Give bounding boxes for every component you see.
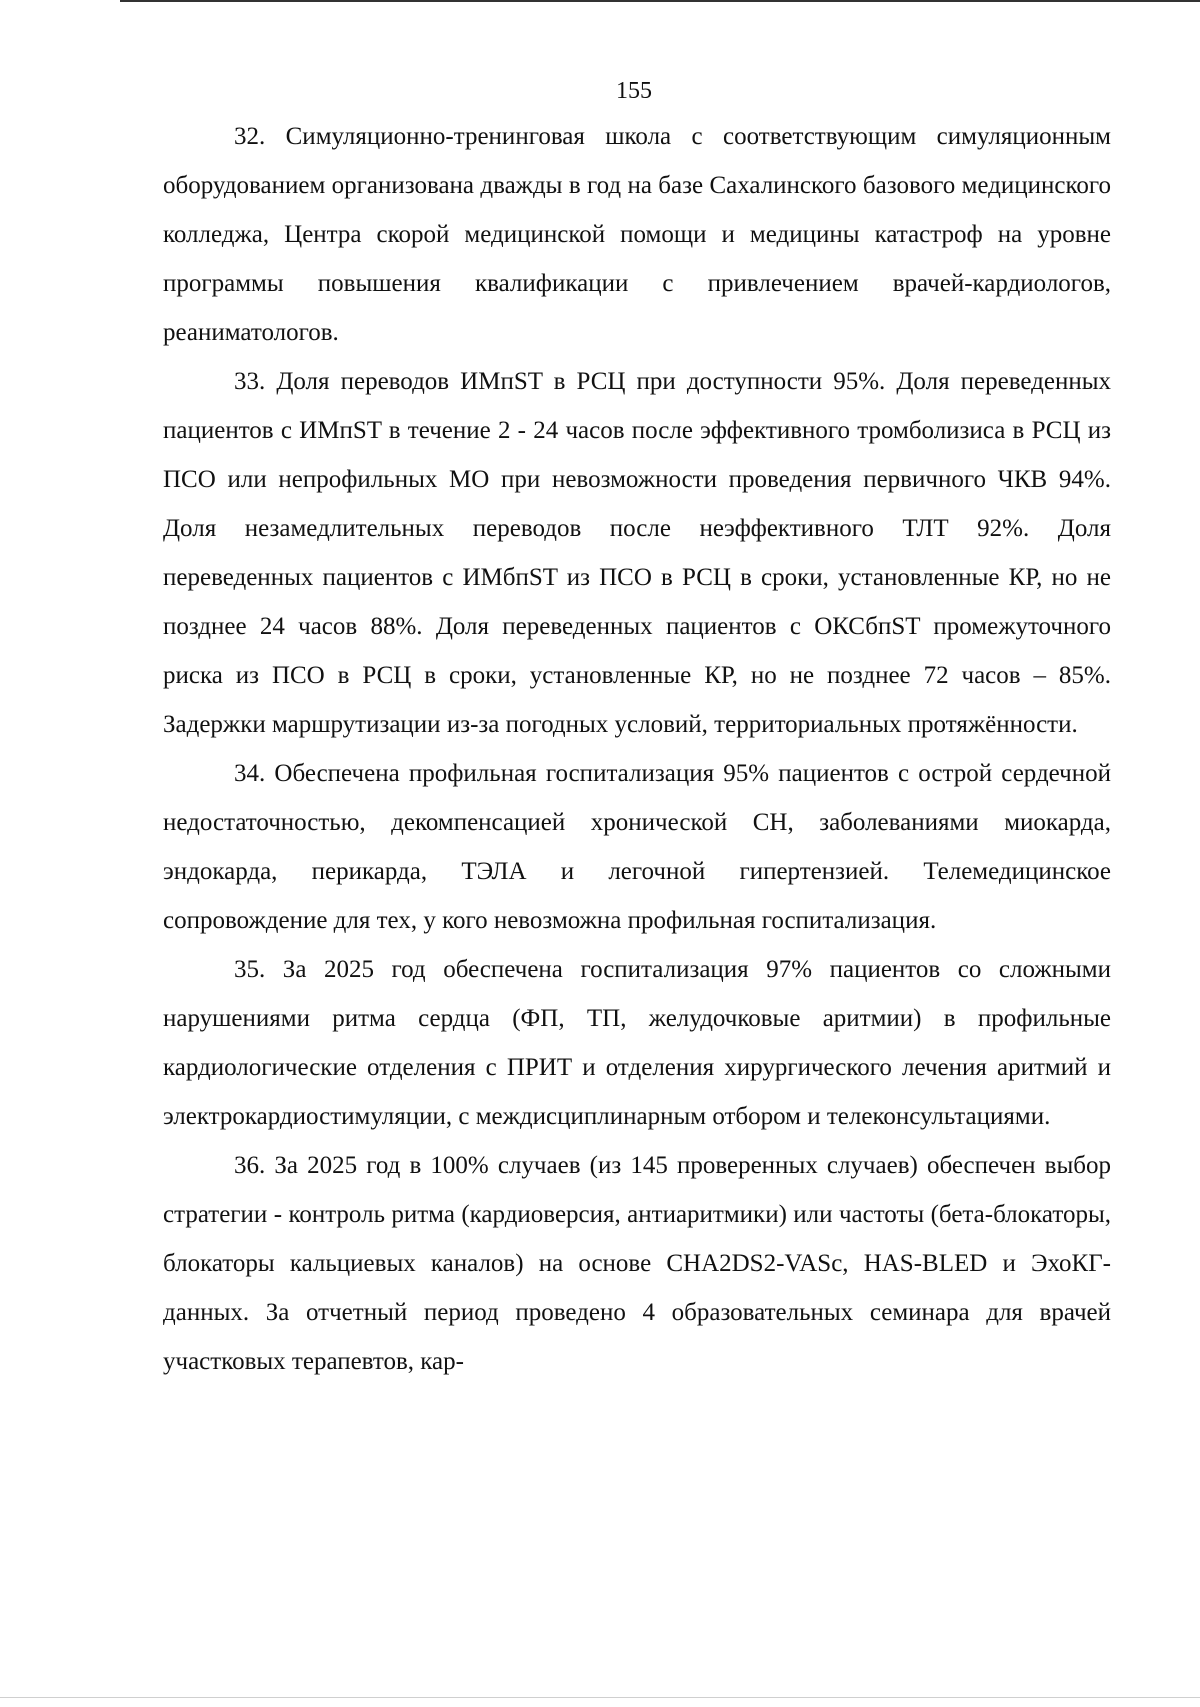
paragraph-33: 33. Доля переводов ИМпST в РСЦ при доступности 95%. Доля переведенных пациентов с ИМпST в течение 2 - 24 часов после эффективного тромболизиса в РСЦ из ПСО или непрофильных МО при невозможности проведения первичного ЧКВ 94%. Доля незамедлительных переводов после неэффективного ТЛТ 92%. Доля переведенных пациентов с ИМбпST из ПСО в РСЦ в сроки, установленные КР, но не позднее 24 часов 88%. Доля переведенных пациентов с ОКСбпST промежуточного риска из ПСО в РСЦ в сроки, установленные КР, но не позднее 72 часов – 85%. Задержки маршрутизации из-за погодных условий, территориальных протяжённости. [163, 368, 1111, 738]
paragraph-36: 36. За 2025 год в 100% случаев (из 145 проверенных случаев) обеспечен выбор стратегии - контроль ритма (кардиоверсия, антиаритмики) или частоты (бета-блокаторы, блокаторы кальциевых каналов) на основе CHA2DS2-VASc, HAS-BLED и ЭхоКГ- данных. За отчетный период проведено 4 образовательных семинара для врачей участковых терапевтов, кар- [163, 1152, 1111, 1375]
paragraph-32: 32. Симуляционно-тренинговая школа с соответствующим симуляционным оборудованием организована дважды в год на базе Сахалинского базового медицинского колледжа, Центра скорой медицинской помощи и медицины катастроф на уровне программы повышения квалификации с привлечением врачей-кардиологов, реаниматологов. [163, 123, 1111, 346]
top-edge-rule [120, 0, 1200, 2]
paragraph-35: 35. За 2025 год обеспечена госпитализация 97% пациентов со сложными нарушениями ритма сердца (ФП, ТП, желудочковые аритмии) в профильные кардиологические отделения с ПРИТ и отделения хирургического лечения аритмий и электрокардиостимуляции, с междисциплинарным отбором и телеконсультациями. [163, 956, 1111, 1130]
page-number: 155 [616, 78, 652, 104]
bottom-edge-rule [0, 1697, 1200, 1698]
document-body [163, 112, 1111, 1386]
paragraph-34: 34. Обеспечена профильная госпитализация 95% пациентов с острой сердечной недостаточностью, декомпенсацией хронической СН, заболеваниями миокарда, эндокарда, перикарда, ТЭЛА и легочной гипертензией. Телемедицинское сопровождение для тех, у кого невозможна профильная госпитализация. [163, 760, 1111, 934]
